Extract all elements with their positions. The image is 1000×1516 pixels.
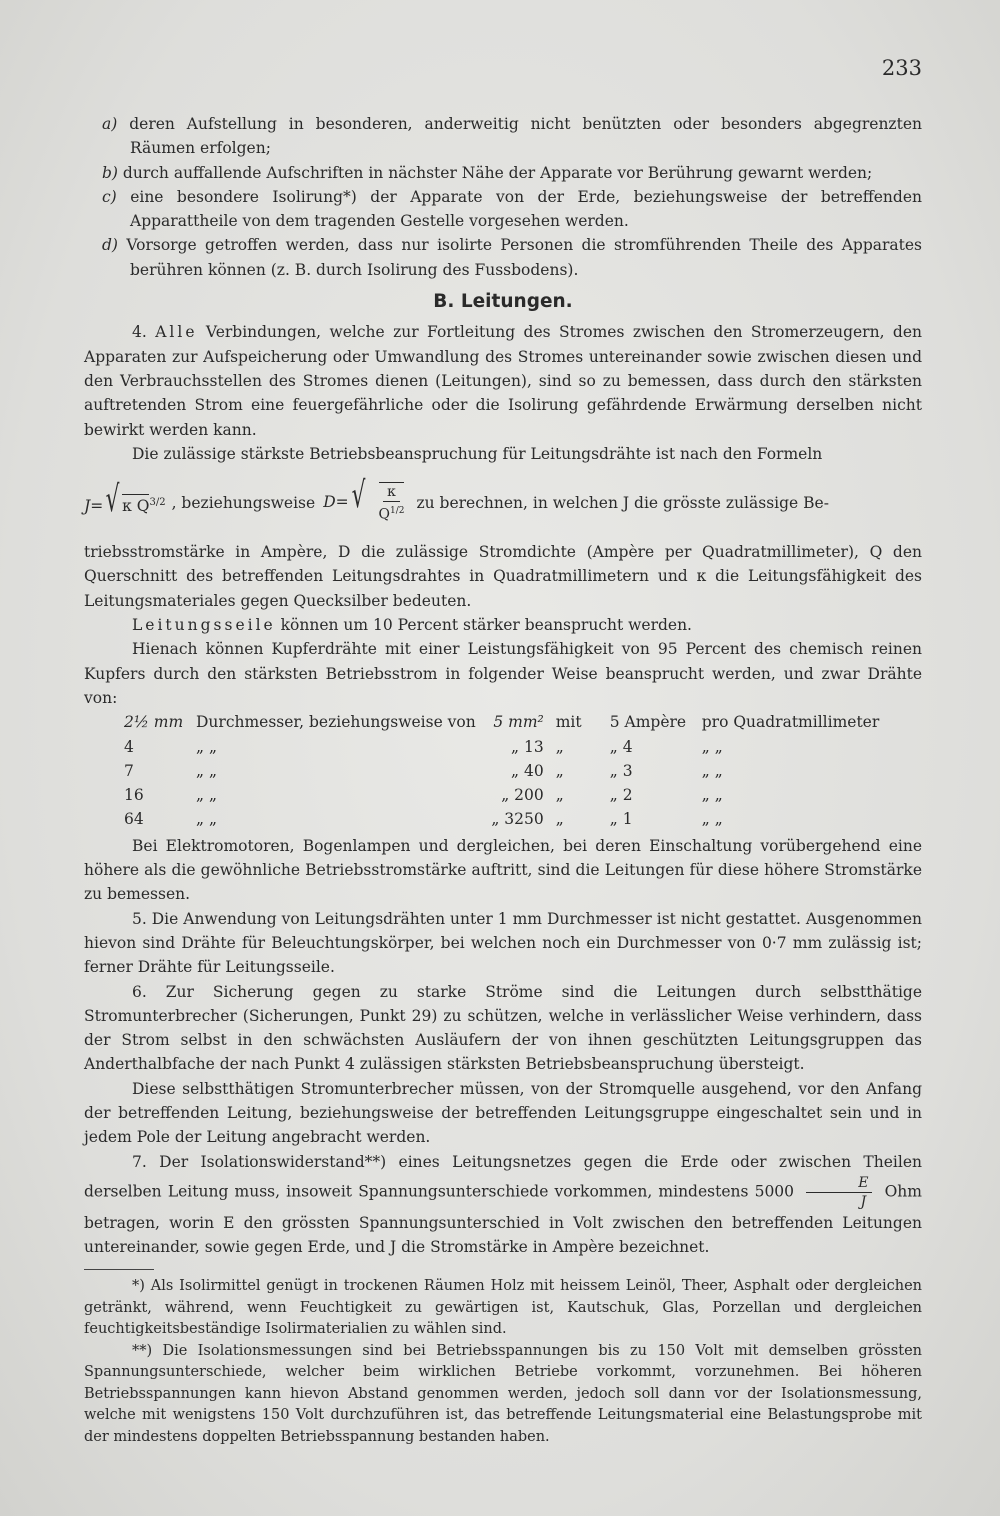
table-row: 4 „ „ „ 13 „ „ 4 „ „ [124,737,723,756]
paragraph-motoren: Bei Elektromotoren, Bogenlampen und dergleichen, bei deren Einschaltung vorübergehend eine höhere als die gewöhnliche Betriebsstromstärke auftritt, sind die Leitungen für diese höhere Stromstärke zu bemessen. [84,836,922,904]
section-heading: B. Leitungen. [433,291,573,313]
wire-table [118,710,885,831]
page-number: 233 [881,56,922,80]
fraction-e-over-j: $\frac{E}{J}$ [806,1174,872,1211]
paragraph-formula-cont: triebsstromstärke in Ampère, D die zulässige Stromdichte (Ampère per Quadratmillimeter), Q den Querschnitt des betreffenden Leitungsdrahtes in Quadratmillimetern und κ die Leitungsfähigkeit des Leitungsmateriales gegen Quecksilber bedeuten. [84,543,922,610]
paragraph-6: 6. Zur Sicherung gegen zu starke Ströme sind die Leitungen durch selbstthätige Stromunterbrecher (Sicherungen, Punkt 29) zu schützen, welche in verlässlicher Weise verhindern, dass der Strom selbst in den schwächsten Ausläufern der von ihnen geschützten Leitungsgruppen das Anderthalbfache der nach Punkt 4 zulässigen stärksten Betriebsbeanspruchung übersteigt. [84,982,922,1074]
footnote-rule [84,1269,154,1270]
paragraph-kupfer: Hienach können Kupferdrähte mit einer Leistungsfähigkeit von 95 Percent des chemisch reinen Kupfers durch den stärksten Betriebsstrom in folgender Weise beansprucht werden, und zwar Drähte von: [84,640,922,707]
footnote-1: *) Als Isolirmittel genügt in trockenen Räumen Holz mit heissem Leinöl, Theer, Asphalt oder dergleichen getränkt, während, wenn Feuchtigkeit zu gewärtigen ist, Kautschuk, Glas, Porzellan und dergleichen feuchtigkeitsbeständige Isolirmaterialien zu wählen sind. [84,1278,922,1338]
table-row: 2½ mm Durchmesser, beziehungsweise von 5 mm² mit 5 Ampère pro Quadratmillimeter [124,713,880,732]
list-item-a: a) deren Aufstellung in besonderen, anderweitig nicht benützten oder besonders abgegrenzten Räumen erfolgen; [102,115,922,158]
formula-density: D=√ $\frac{\kappa}{Q^{1/2}}$ [323,475,405,523]
table-row: 16 „ „ „ 200 „ „ 2 „ „ [124,786,723,805]
root-sign: √ [105,479,120,520]
formula-current: J=√ κ $Q^{3/2}$ [84,479,166,520]
page-content [84,112,922,1448]
list-item-d: d) Vorsorge getroffen werden, dass nur isolirte Personen die stromführenden Theile des Apparates berühren können (z. B. durch Isolirung des Fussbodens). [102,236,922,279]
table-row: 64 „ „ „ 3250 „ „ 1 „ „ [124,810,723,829]
paragraph-formula-intro: Die zulässige stärkste Betriebsbeanspruchung für Leitungsdrähte ist nach den Formeln [132,444,823,463]
formula-line: J=√ κ $Q^{3/2}$ , beziehungsweise D=√ $\frac{\kappa}{Q^{1/2}}$ zu berechnen, in welchen J die grösste zulässige Be- [84,475,829,523]
paragraph-4: 4. Alle Verbindungen, welche zur Fortleitung des Stromes zwischen den Stromerzeugern, den Apparaten zur Aufspeicherung oder Umwandlung des Stromes untereinander sowie zwischen diesen und den Verbrauchsstellen des Stromes dienen (Leitungen), sind so zu bemessen, dass durch den stärksten auftretenden Strom eine feuergefährliche oder die Isolirung gefährdende Erwärmung derselben nicht bewirkt werden kann. [84,323,922,439]
paragraph-seile: Leitungsseile können um 10 Percent stärker beansprucht werden. [132,616,692,635]
paragraph-7: 7. Der Isolationswiderstand**) eines Leitungsnetzes gegen die Erde oder zwischen Theilen derselben Leitung muss, insoweit Spannungsunterschiede vorkommen, mindestens 5000 $\frac{E}{J}$ Ohm betragen, worin E den grössten Spannungsunterschied in Volt zwischen den betreffenden Leitungen untereinander, sowie gegen Erde, und J die Stromstärke in Ampère bezeichnet. [84,1152,922,1257]
paragraph-6b: Diese selbstthätigen Stromunterbrecher müssen, von der Stromquelle ausgehend, vor den Anfang der betreffenden Leitung, beziehungsweise der betreffenden Leitungsgruppe eingeschaltet sein und in jedem Pole der Leitung angebracht werden. [84,1079,922,1147]
footnote-2: **) Die Isolationsmessungen sind bei Betriebsspannungen bis zu 150 Volt mit demselben grössten Spannungsunterschiede, welcher beim wirklichen Betriebe vorkommt, vorzunehmen. Bei höheren Betriebsspannungen kann hievon Abstand genommen werden, jedoch soll dann vor der Isolationsmessung, welche mit wenigstens 150 Volt durchzuführen ist, das betreffende Leitungsmaterial eine Belastungsprobe mit der mindestens doppelten Betriebsspannung bestanden haben. [84,1342,922,1445]
list-item-c: c) eine besondere Isolirung*) der Apparate von der Erde, beziehungsweise der betreffenden Apparattheile von dem tragenden Gestelle vorgesehen werden. [102,187,922,231]
list-item-b: b) durch auffallende Aufschriften in nächster Nähe der Apparate vor Berührung gewarnt werden; [102,163,873,182]
paragraph-5: 5. Die Anwendung von Leitungsdrähten unter 1 mm Durchmesser ist nicht gestattet. Ausgenommen hievon sind Drähte für Beleuchtungskörper, bei welchen noch ein Durchmesser von 0·7 mm zulässig ist; ferner Drähte für Leitungsseile. [84,909,922,977]
root-sign-2: √ [351,475,365,517]
table-row: 7 „ „ „ 40 „ „ 3 „ „ [124,761,723,780]
